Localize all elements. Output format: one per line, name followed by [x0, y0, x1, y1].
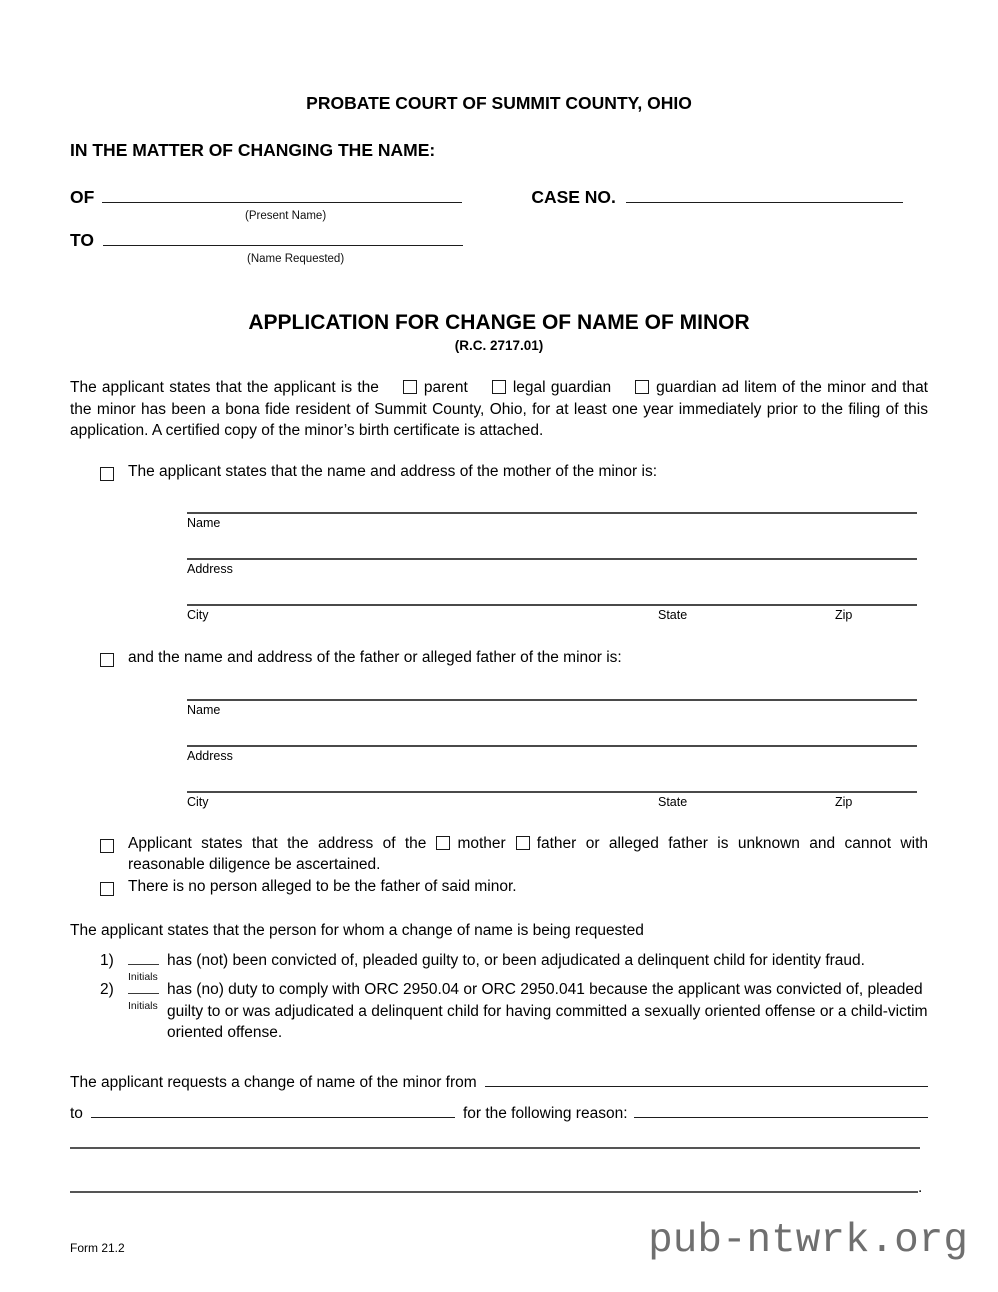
father-name-field	[187, 699, 917, 719]
mother-state-label: State	[658, 608, 688, 622]
parent-checkbox[interactable]	[403, 380, 417, 394]
unknown-address-text	[128, 833, 928, 876]
case-no-label: CASE NO.	[531, 187, 616, 207]
name-from-input-line[interactable]	[485, 1070, 928, 1087]
unknown-mother-label: mother	[457, 834, 506, 852]
item-2-initials-label: Initials	[128, 1000, 158, 1012]
item-1-initials-input-line[interactable]	[128, 964, 159, 965]
father-name-label: Name	[187, 702, 221, 717]
item-2-number: 2)	[100, 981, 114, 998]
request-to-label: to	[70, 1104, 83, 1122]
name-requested-caption-row	[70, 253, 928, 265]
mother-name-label: Name	[187, 516, 221, 530]
mother-checkbox-col	[70, 461, 128, 486]
no-person-row	[70, 876, 928, 901]
matter-heading: IN THE MATTER OF CHANGING THE NAME:	[70, 140, 436, 160]
father-statement-row	[70, 647, 928, 672]
present-name-input-line[interactable]	[102, 185, 462, 203]
guardian-ad-litem-option-label: guardian ad litem	[656, 379, 777, 396]
present-name-caption-row	[70, 210, 928, 222]
mother-city-state-zip-field	[187, 604, 917, 624]
unknown-address-checkbox[interactable]	[100, 839, 114, 853]
item-1-initials-label: Initials	[128, 970, 158, 983]
father-city-label-row	[187, 795, 917, 811]
mother-address-field	[187, 558, 917, 578]
father-city-label: City	[187, 794, 209, 809]
mother-statement-row	[70, 461, 928, 486]
unknown-address-after: father or alleged father is unknown and cannot with reasonable diligence be ascertained.	[128, 834, 928, 873]
mother-name-field	[187, 512, 917, 532]
father-statement-text: and the name and address of the father or alleged father of the minor is:	[128, 649, 622, 666]
father-zip-label: Zip	[835, 794, 853, 809]
of-case-row	[70, 185, 928, 208]
unknown-father-checkbox[interactable]	[516, 836, 530, 850]
mother-city-label: City	[187, 608, 209, 622]
father-name-label-row	[187, 703, 917, 719]
item-2-body	[128, 979, 928, 1044]
item-1-body	[128, 950, 928, 983]
mother-zip-label: Zip	[835, 608, 853, 622]
sentence-period: .	[918, 1178, 923, 1196]
father-state-label: State	[658, 794, 688, 809]
legal-guardian-option-label: legal guardian	[512, 379, 612, 396]
item-2-text: has (no) duty to comply with ORC 2950.04 or ORC 2950.041 because the applicant was convicted of, pleaded guilty to or was adjudicated a delinquent child for having committed a sexually oriented offense or a child-victim oriented offense.	[167, 981, 928, 1041]
mother-name-input-line[interactable]	[187, 512, 917, 514]
name-requested-input-line[interactable]	[103, 228, 463, 246]
present-name-caption: (Present Name)	[245, 210, 327, 222]
unknown-address-row	[70, 833, 928, 876]
reason-label: for the following reason:	[462, 1104, 628, 1122]
of-label: OF	[70, 187, 95, 207]
form-number: Form 21.2	[70, 1240, 125, 1255]
court-header: PROBATE COURT OF SUMMIT COUNTY, OHIO	[306, 93, 692, 113]
father-address-field	[187, 745, 917, 765]
father-checkbox-col	[70, 647, 128, 672]
intro-text-after: of the minor and that the minor has been a bona fide resident of Summit County, Ohio, for at least one year immediately prior to the filing of this application. A certified copy of the minor’s birth certificate is attached.	[70, 379, 928, 439]
father-name-input-line[interactable]	[187, 699, 917, 701]
item-1-number: 1)	[100, 951, 114, 969]
father-address-label-row	[187, 749, 917, 765]
numbered-item-1	[70, 950, 928, 983]
father-address-label: Address	[187, 748, 233, 763]
mother-address-label-row	[187, 562, 917, 578]
legal-guardian-checkbox[interactable]	[492, 380, 506, 394]
guardian-ad-litem-checkbox[interactable]	[635, 380, 649, 394]
mother-city-label-row	[187, 608, 917, 624]
reason-input-line-1[interactable]	[634, 1101, 928, 1118]
form-page	[70, 0, 928, 1255]
mother-address-input-line[interactable]	[187, 558, 917, 560]
statute-reference: (R.C. 2717.01)	[454, 338, 544, 353]
watermark: pub-ntwrk.org	[648, 1218, 968, 1264]
case-no-input-line[interactable]	[626, 185, 903, 203]
reason-input-line-3[interactable]	[70, 1191, 918, 1193]
unknown-address-checkbox-col	[70, 833, 128, 858]
request-row-1	[70, 1070, 928, 1092]
father-address-input-line[interactable]	[187, 745, 917, 747]
mother-statement-text: The applicant states that the name and address of the mother of the minor is:	[128, 462, 658, 480]
form-title: APPLICATION FOR CHANGE OF NAME OF MINOR	[248, 311, 750, 334]
to-label: TO	[70, 230, 94, 250]
intro-text-before: The applicant states that the applicant is the	[70, 379, 379, 396]
parent-option-label: parent	[423, 379, 468, 396]
to-row	[70, 228, 928, 251]
no-person-checkbox-col	[70, 876, 128, 901]
father-fields	[187, 699, 917, 811]
reason-input-line-2[interactable]	[70, 1147, 920, 1149]
unknown-address-before: Applicant states that the address of the	[128, 834, 427, 852]
intro-paragraph	[70, 377, 928, 442]
name-requested-caption: (Name Requested)	[247, 253, 345, 265]
mother-statement-checkbox[interactable]	[100, 467, 114, 481]
request-row-2	[70, 1101, 928, 1123]
person-statement: The applicant states that the person for whom a change of name is being requested	[70, 922, 644, 939]
father-statement-checkbox[interactable]	[100, 653, 114, 667]
unknown-mother-checkbox[interactable]	[436, 836, 450, 850]
numbered-item-2	[70, 979, 928, 1044]
request-line1-text: The applicant requests a change of name of the minor from	[70, 1073, 477, 1091]
father-city-state-zip-field	[187, 791, 917, 811]
mother-fields	[187, 512, 917, 624]
item-1-text: has (not) been convicted of, pleaded guilty to, or been adjudicated a delinquent child for identity fraud.	[167, 951, 865, 969]
no-person-checkbox[interactable]	[100, 882, 114, 896]
item-2-initials-input-line[interactable]	[128, 993, 159, 994]
mother-name-label-row	[187, 516, 917, 532]
mother-city-input-line[interactable]	[187, 604, 917, 606]
father-city-input-line[interactable]	[187, 791, 917, 793]
mother-address-label: Address	[187, 562, 233, 576]
no-person-text: There is no person alleged to be the father of said minor.	[128, 877, 517, 895]
reason-last-line-row	[70, 1179, 928, 1197]
name-to-input-line[interactable]	[91, 1101, 455, 1118]
